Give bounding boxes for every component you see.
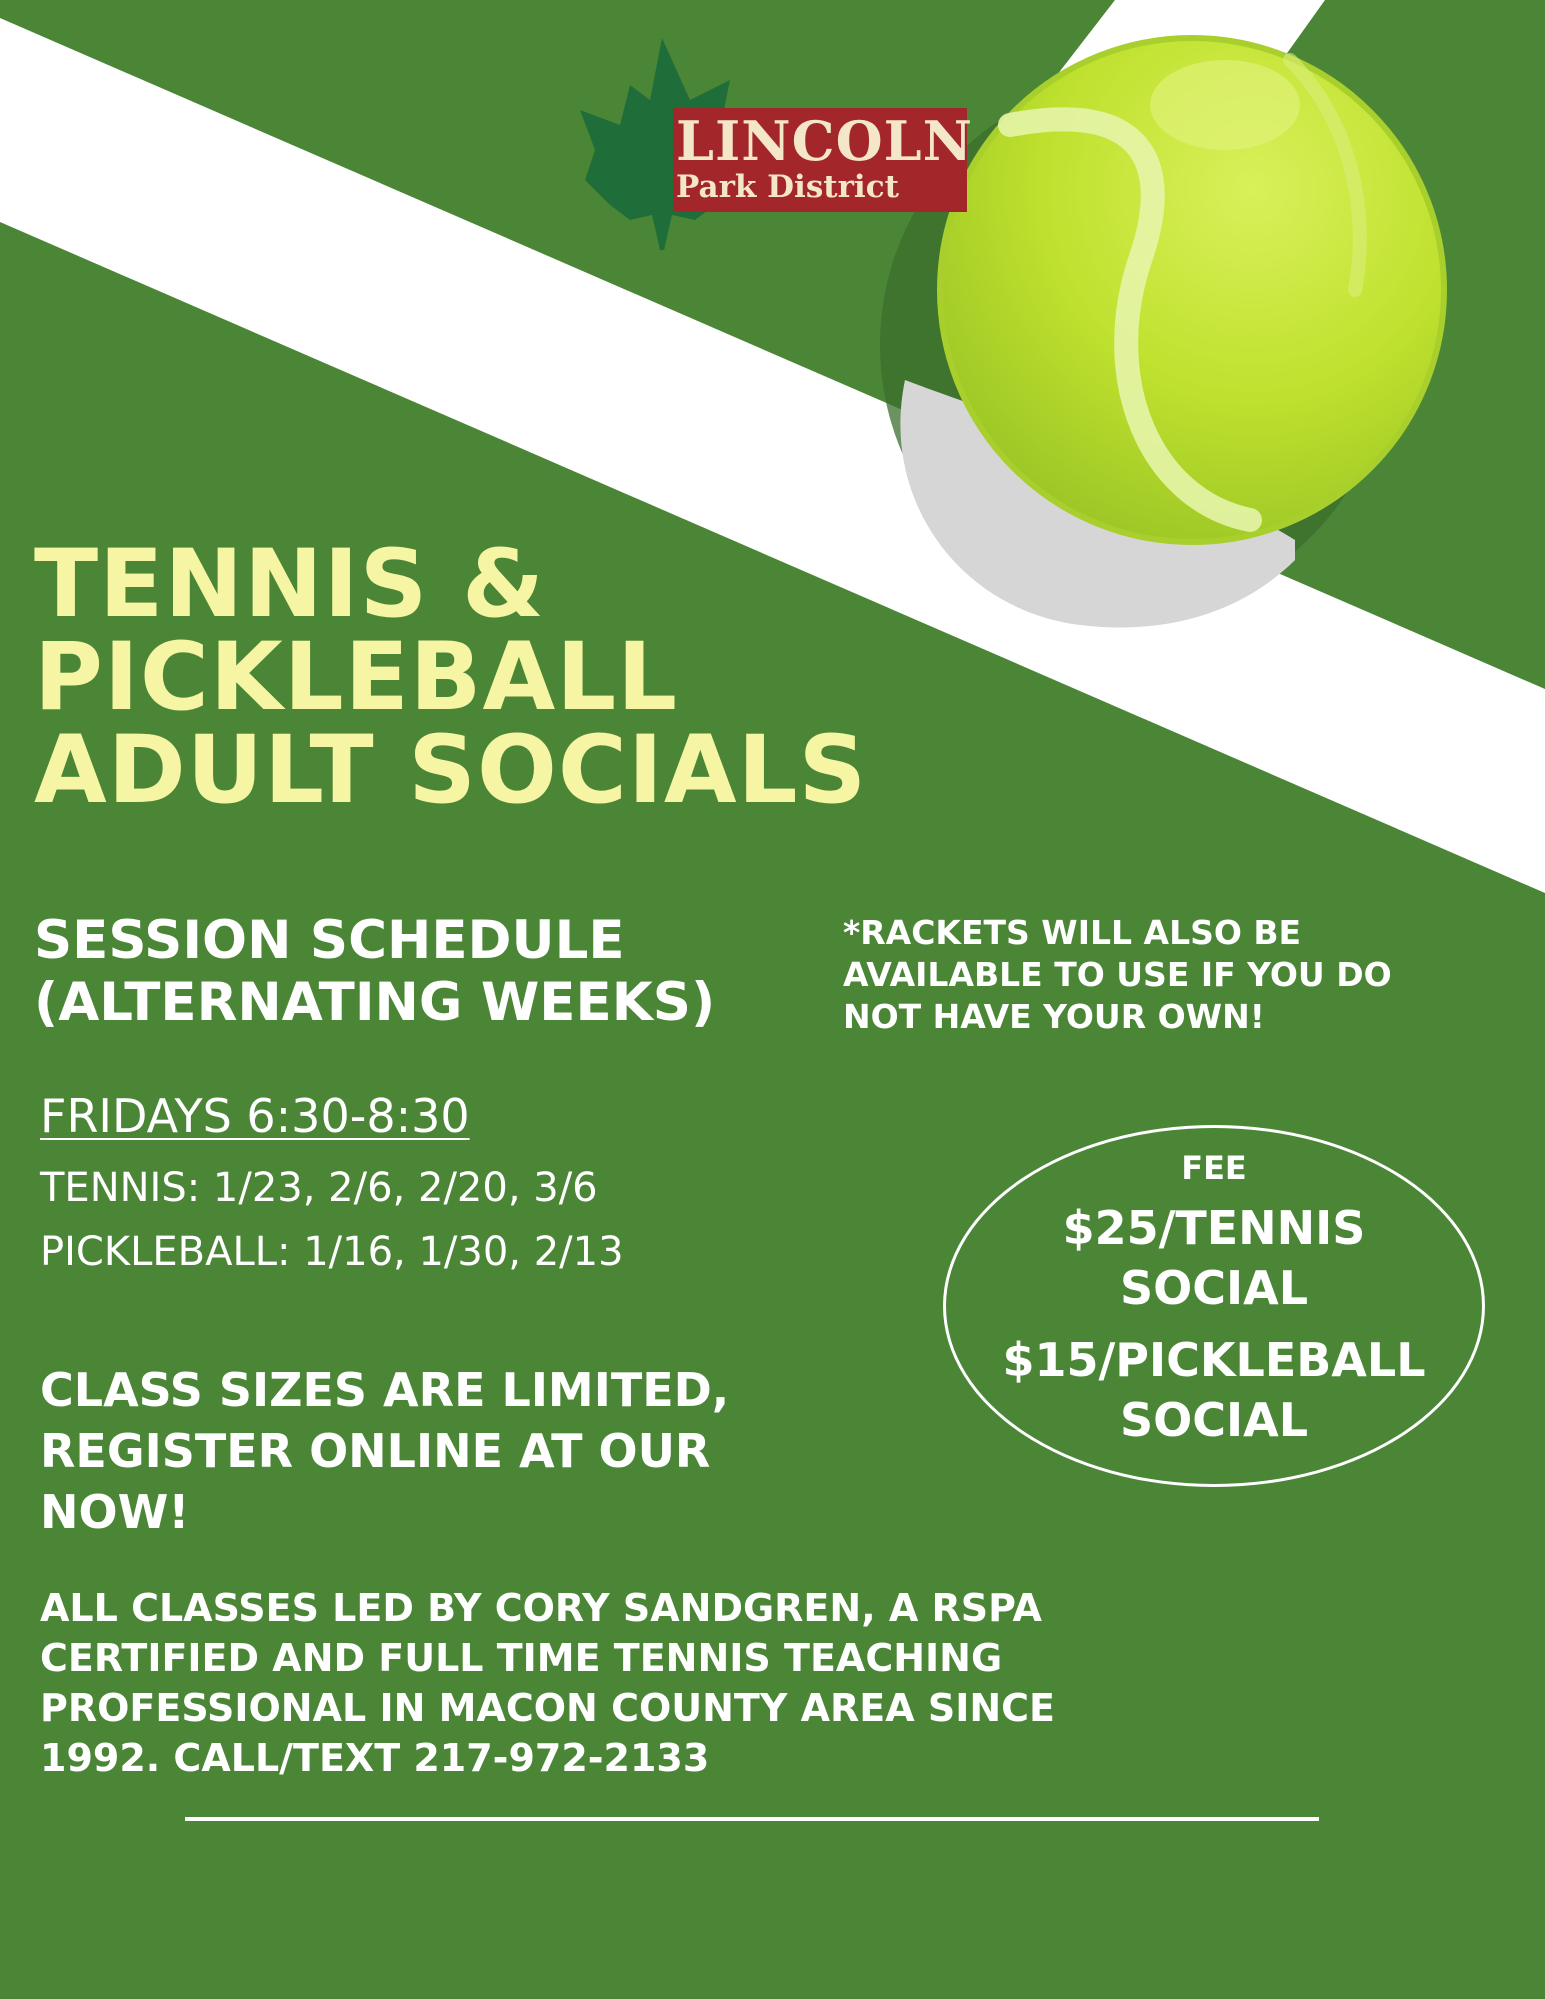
title-line: TENNIS &	[34, 530, 546, 639]
fee-info	[943, 1138, 1485, 1450]
pickleball-dates: PICKLEBALL: 1/16, 1/30, 2/13	[40, 1229, 624, 1275]
logo-name: LINCOLN	[676, 109, 973, 173]
schedule-heading	[34, 910, 814, 1034]
schedule-heading-line: (ALTERNATING WEEKS)	[34, 972, 716, 1033]
instructor-line: CERTIFIED AND FULL TIME TENNIS TEACHING	[40, 1636, 1003, 1680]
tennis-dates: TENNIS: 1/23, 2/6, 2/20, 3/6	[40, 1165, 598, 1211]
title-line: ADULT SOCIALS	[34, 716, 868, 825]
rackets-note-line: AVAILABLE TO USE IF YOU DO	[843, 955, 1392, 994]
logo-subtitle: Park District	[676, 169, 899, 205]
fee-tennis: SOCIAL	[1119, 1261, 1309, 1315]
fee-pickleball: SOCIAL	[1119, 1393, 1309, 1447]
class-sizes-line: REGISTER ONLINE AT OUR	[40, 1424, 711, 1478]
instructor-line: 1992. CALL/TEXT 217-972-2133	[40, 1736, 710, 1780]
bottom-divider	[185, 1817, 1319, 1821]
rackets-note-line: NOT HAVE YOUR OWN!	[843, 997, 1265, 1036]
page-title	[34, 530, 1034, 825]
fee-pickleball: $15/PICKLEBALL	[1002, 1333, 1426, 1387]
tennis-ball	[940, 38, 1444, 542]
fee-tennis: $25/TENNIS	[1062, 1201, 1366, 1255]
instructor-line: ALL CLASSES LED BY CORY SANDGREN, A RSPA	[40, 1586, 1042, 1630]
class-sizes-note	[40, 1360, 800, 1543]
rackets-note-line: *RACKETS WILL ALSO BE	[843, 913, 1302, 952]
title-line: PICKLEBALL	[34, 623, 678, 732]
schedule-heading-line: SESSION SCHEDULE	[34, 910, 625, 971]
fee-label: FEE	[1181, 1149, 1247, 1187]
instructor-info	[40, 1583, 1240, 1783]
rackets-note	[843, 912, 1463, 1038]
instructor-line: PROFESSIONAL IN MACON COUNTY AREA SINCE	[40, 1686, 1056, 1730]
class-sizes-line: CLASS SIZES ARE LIMITED,	[40, 1363, 730, 1417]
schedule-day-time: FRIDAYS 6:30-8:30	[40, 1089, 470, 1143]
class-sizes-line: NOW!	[40, 1485, 190, 1539]
